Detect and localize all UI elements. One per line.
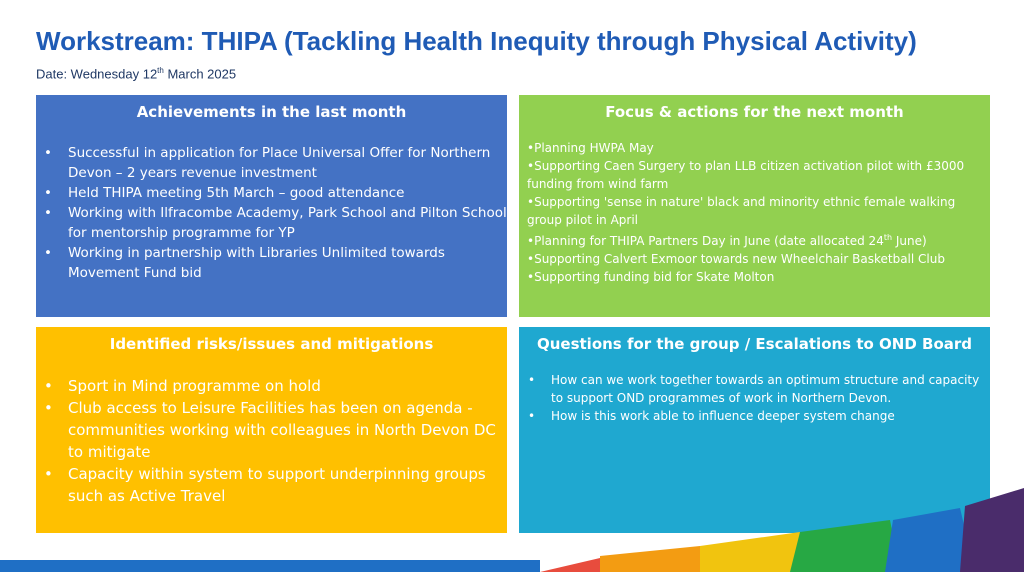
list-item: [527, 229, 990, 250]
focus-heading: Focus & actions for the next month: [605, 103, 904, 121]
list-item: • Working in partnership with Libraries Unlimited towards Movement Fund bid: [36, 243, 507, 283]
list-item: •Supporting Calvert Exmoor towards new Wheelchair Basketball Club: [527, 252, 945, 266]
list-item: • Club access to Leisure Facilities has been on agenda - communities working with colleagues in North Devon DC to mitigate: [36, 397, 507, 463]
achievements-panel: [36, 95, 507, 317]
rainbow-decoration: [0, 470, 1024, 572]
questions-list: [519, 371, 990, 425]
focus-list: [519, 139, 990, 286]
list-item: • Working with Ilfracombe Academy, Park School and Pilton School for mentorship programme for YP: [36, 203, 507, 243]
date-prefix: Date: Wednesday 12: [36, 66, 158, 82]
page-title: Workstream: THIPA (Tackling Health Inequity through Physical Activity): [36, 26, 917, 56]
achievements-heading: Achievements in the last month: [136, 103, 407, 121]
list-item: •Supporting funding bid for Skate Molton: [527, 270, 775, 284]
list-item: • How is this work able to influence deeper system change: [519, 407, 990, 425]
list-item: • How can we work together towards an optimum structure and capacity to support OND programmes of work in Northern Devon.: [519, 371, 990, 407]
focus-item4-suffix: June): [892, 234, 927, 248]
risks-heading: Identified risks/issues and mitigations: [109, 335, 434, 353]
list-item: • Sport in Mind programme on hold: [36, 375, 507, 397]
questions-heading: Questions for the group / Escalations to OND Board: [536, 335, 973, 353]
list-item: •Supporting Caen Surgery to plan LLB citizen activation pilot with £3000 funding from wind farm: [527, 159, 965, 191]
focus-item4-text: •Planning for THIPA Partners Day in June (date allocated 24: [527, 234, 884, 248]
list-item: •Supporting 'sense in nature' black and minority ethnic female walking group pilot in April: [527, 195, 956, 227]
list-item: • Capacity within system to support underpinning groups such as Active Travel: [36, 463, 507, 507]
achievements-list: [36, 143, 507, 283]
date-suffix: March 2025: [163, 66, 237, 82]
date-sup: th: [157, 66, 164, 75]
list-item: • Successful in application for Place Universal Offer for Northern Devon – 2 years revenue investment: [36, 143, 507, 183]
list-item: •Planning HWPA May: [527, 141, 654, 155]
focus-panel: [519, 95, 990, 317]
list-item: • Held THIPA meeting 5th March – good attendance: [36, 183, 507, 203]
focus-item4-sup: th: [883, 233, 893, 242]
meeting-date: [36, 66, 236, 81]
